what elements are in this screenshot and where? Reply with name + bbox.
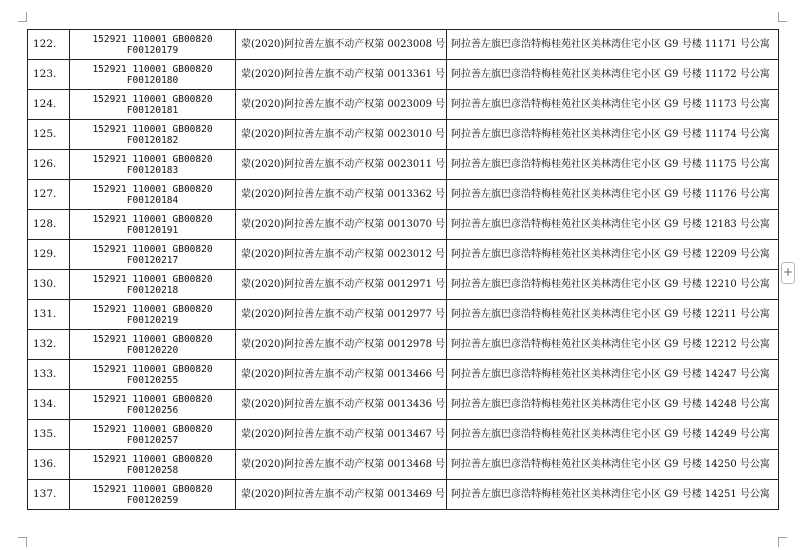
certificate-number [236,480,447,510]
certificate-number [236,120,447,150]
certificate-number-text: 蒙(2020)阿拉善左旗不动产权第 0013436 号 [241,399,446,410]
row-index-text: 123. [33,68,57,80]
table-row [28,330,779,360]
certificate-number [236,330,447,360]
property-address [447,180,779,210]
row-index [28,300,70,330]
crop-mark-bottom-left [26,537,27,547]
row-index [28,90,70,120]
unit-code-text: F00120180 [126,74,179,86]
certificate-number [236,270,447,300]
row-index [28,330,70,360]
row-index [28,30,70,60]
unit-code [70,120,236,150]
certificate-number [236,390,447,420]
row-index-text: 132. [33,338,57,350]
unit-code-text: F00120257 [126,434,179,446]
row-index [28,390,70,420]
property-table-body [28,30,779,510]
unit-code [70,60,236,90]
crop-mark-top-left-h [18,21,27,22]
property-address [447,390,779,420]
unit-code-text: 152921 110001 GB00820 [92,363,213,375]
row-index-text: 129. [33,248,57,260]
certificate-number-text: 蒙(2020)阿拉善左旗不动产权第 0013466 号 [241,369,446,380]
certificate-number [236,210,447,240]
property-table-container [27,29,779,510]
unit-code-text: F00120218 [126,284,179,296]
unit-code [70,480,236,510]
unit-code-text: 152921 110001 GB00820 [92,123,213,135]
row-index-text: 135. [33,428,57,440]
row-index [28,360,70,390]
row-index [28,270,70,300]
unit-code [70,450,236,480]
row-index [28,420,70,450]
property-address [447,330,779,360]
crop-mark-bottom-right-h [778,537,787,538]
row-index-text: 122. [33,38,57,50]
property-address [447,360,779,390]
property-address-text: 阿拉善左旗巴彦浩特梅桂苑社区美林湾住宅小区 G9 号楼 14251 号公寓 [451,489,770,500]
unit-code-text: F00120191 [126,224,179,236]
table-row [28,300,779,330]
expand-plus-icon[interactable]: + [781,262,795,284]
certificate-number [236,60,447,90]
row-index [28,180,70,210]
certificate-number-text: 蒙(2020)阿拉善左旗不动产权第 0013070 号 [241,219,446,230]
row-index-text: 131. [33,308,57,320]
row-index-text: 130. [33,278,57,290]
unit-code-text: F00120258 [126,464,179,476]
unit-code [70,270,236,300]
property-address-text: 阿拉善左旗巴彦浩特梅桂苑社区美林湾住宅小区 G9 号楼 14248 号公寓 [451,399,770,410]
certificate-number-text: 蒙(2020)阿拉善左旗不动产权第 0013361 号 [241,69,446,80]
property-address-text: 阿拉善左旗巴彦浩特梅桂苑社区美林湾住宅小区 G9 号楼 11174 号公寓 [451,129,770,140]
unit-code-text: F00120182 [126,134,179,146]
property-address [447,90,779,120]
property-address-text: 阿拉善左旗巴彦浩特梅桂苑社区美林湾住宅小区 G9 号楼 11176 号公寓 [451,189,770,200]
property-address-text: 阿拉善左旗巴彦浩特梅桂苑社区美林湾住宅小区 G9 号楼 14249 号公寓 [451,429,770,440]
crop-mark-bottom-left-h [18,537,27,538]
unit-code-text: F00120220 [126,344,179,356]
certificate-number-text: 蒙(2020)阿拉善左旗不动产权第 0023011 号 [241,159,446,170]
certificate-number-text: 蒙(2020)阿拉善左旗不动产权第 0012978 号 [241,339,446,350]
property-address-text: 阿拉善左旗巴彦浩特梅桂苑社区美林湾住宅小区 G9 号楼 12210 号公寓 [451,279,770,290]
certificate-number [236,150,447,180]
table-row [28,180,779,210]
unit-code-text: 152921 110001 GB00820 [92,183,213,195]
certificate-number-text: 蒙(2020)阿拉善左旗不动产权第 0013362 号 [241,189,446,200]
property-address-text: 阿拉善左旗巴彦浩特梅桂苑社区美林湾住宅小区 G9 号楼 11171 号公寓 [451,39,770,50]
unit-code [70,30,236,60]
row-index [28,60,70,90]
certificate-number [236,450,447,480]
property-address-text: 阿拉善左旗巴彦浩特梅桂苑社区美林湾住宅小区 G9 号楼 12212 号公寓 [451,339,770,350]
certificate-number-text: 蒙(2020)阿拉善左旗不动产权第 0012971 号 [241,279,446,290]
property-address [447,480,779,510]
certificate-number-text: 蒙(2020)阿拉善左旗不动产权第 0023012 号 [241,249,446,260]
unit-code-text: F00120256 [126,404,179,416]
unit-code-text: F00120259 [126,494,179,506]
property-address-text: 阿拉善左旗巴彦浩特梅桂苑社区美林湾住宅小区 G9 号楼 11172 号公寓 [451,69,770,80]
certificate-number [236,240,447,270]
row-index-text: 136. [33,458,57,470]
table-row [28,150,779,180]
property-address-text: 阿拉善左旗巴彦浩特梅桂苑社区美林湾住宅小区 G9 号楼 11173 号公寓 [451,99,770,110]
property-address [447,60,779,90]
crop-mark-top-right-h [778,21,787,22]
certificate-number-text: 蒙(2020)阿拉善左旗不动产权第 0023009 号 [241,99,446,110]
table-row [28,210,779,240]
table-row [28,120,779,150]
row-index [28,120,70,150]
certificate-number-text: 蒙(2020)阿拉善左旗不动产权第 0013467 号 [241,429,446,440]
property-address [447,450,779,480]
table-row [28,90,779,120]
row-index-text: 127. [33,188,57,200]
row-index [28,480,70,510]
table-row [28,360,779,390]
property-address-text: 阿拉善左旗巴彦浩特梅桂苑社区美林湾住宅小区 G9 号楼 12209 号公寓 [451,249,770,260]
row-index-text: 126. [33,158,57,170]
table-row [28,480,779,510]
unit-code-text: F00120217 [126,254,179,266]
unit-code-text: F00120181 [126,104,179,116]
unit-code [70,90,236,120]
property-address [447,300,779,330]
unit-code-text: F00120179 [126,44,179,56]
property-address [447,270,779,300]
unit-code-text: 152921 110001 GB00820 [92,333,213,345]
certificate-number-text: 蒙(2020)阿拉善左旗不动产权第 0013468 号 [241,459,446,470]
unit-code-text: 152921 110001 GB00820 [92,423,213,435]
certificate-number-text: 蒙(2020)阿拉善左旗不动产权第 0012977 号 [241,309,446,320]
unit-code [70,360,236,390]
unit-code-text: 152921 110001 GB00820 [92,273,213,285]
row-index-text: 133. [33,368,57,380]
row-index-text: 128. [33,218,57,230]
unit-code-text: 152921 110001 GB00820 [92,393,213,405]
unit-code-text: F00120183 [126,164,179,176]
row-index [28,450,70,480]
certificate-number-text: 蒙(2020)阿拉善左旗不动产权第 0023010 号 [241,129,446,140]
unit-code-text: 152921 110001 GB00820 [92,303,213,315]
property-address-text: 阿拉善左旗巴彦浩特梅桂苑社区美林湾住宅小区 G9 号楼 11175 号公寓 [451,159,770,170]
certificate-number [236,360,447,390]
certificate-number [236,420,447,450]
unit-code [70,210,236,240]
unit-code-text: 152921 110001 GB00820 [92,63,213,75]
property-address [447,30,779,60]
property-address-text: 阿拉善左旗巴彦浩特梅桂苑社区美林湾住宅小区 G9 号楼 14247 号公寓 [451,369,770,380]
row-index-text: 134. [33,398,57,410]
property-address [447,210,779,240]
certificate-number [236,180,447,210]
table-row [28,420,779,450]
row-index [28,240,70,270]
certificate-number [236,30,447,60]
property-address-text: 阿拉善左旗巴彦浩特梅桂苑社区美林湾住宅小区 G9 号楼 14250 号公寓 [451,459,770,470]
unit-code [70,420,236,450]
unit-code-text: F00120255 [126,374,179,386]
certificate-number-text: 蒙(2020)阿拉善左旗不动产权第 0013469 号 [241,489,446,500]
property-address [447,150,779,180]
property-address [447,120,779,150]
table-row [28,240,779,270]
table-row [28,60,779,90]
unit-code-text: 152921 110001 GB00820 [92,93,213,105]
property-address-text: 阿拉善左旗巴彦浩特梅桂苑社区美林湾住宅小区 G9 号楼 12183 号公寓 [451,219,770,230]
unit-code-text: 152921 110001 GB00820 [92,453,213,465]
unit-code [70,330,236,360]
unit-code-text: 152921 110001 GB00820 [92,33,213,45]
certificate-number-text: 蒙(2020)阿拉善左旗不动产权第 0023008 号 [241,39,446,50]
table-row [28,390,779,420]
table-row [28,450,779,480]
row-index [28,210,70,240]
unit-code [70,300,236,330]
unit-code-text: 152921 110001 GB00820 [92,483,213,495]
certificate-number [236,90,447,120]
unit-code [70,150,236,180]
property-address [447,420,779,450]
row-index-text: 124. [33,98,57,110]
unit-code-text: 152921 110001 GB00820 [92,243,213,255]
unit-code [70,390,236,420]
property-table [27,29,779,510]
property-address [447,240,779,270]
unit-code-text: F00120184 [126,194,179,206]
crop-mark-bottom-right [778,537,779,547]
table-row [28,270,779,300]
table-row [28,30,779,60]
unit-code-text: 152921 110001 GB00820 [92,213,213,225]
unit-code [70,240,236,270]
row-index-text: 125. [33,128,57,140]
unit-code-text: 152921 110001 GB00820 [92,153,213,165]
unit-code-text: F00120219 [126,314,179,326]
certificate-number [236,300,447,330]
row-index-text: 137. [33,488,57,500]
unit-code [70,180,236,210]
row-index [28,150,70,180]
property-address-text: 阿拉善左旗巴彦浩特梅桂苑社区美林湾住宅小区 G9 号楼 12211 号公寓 [451,309,770,320]
